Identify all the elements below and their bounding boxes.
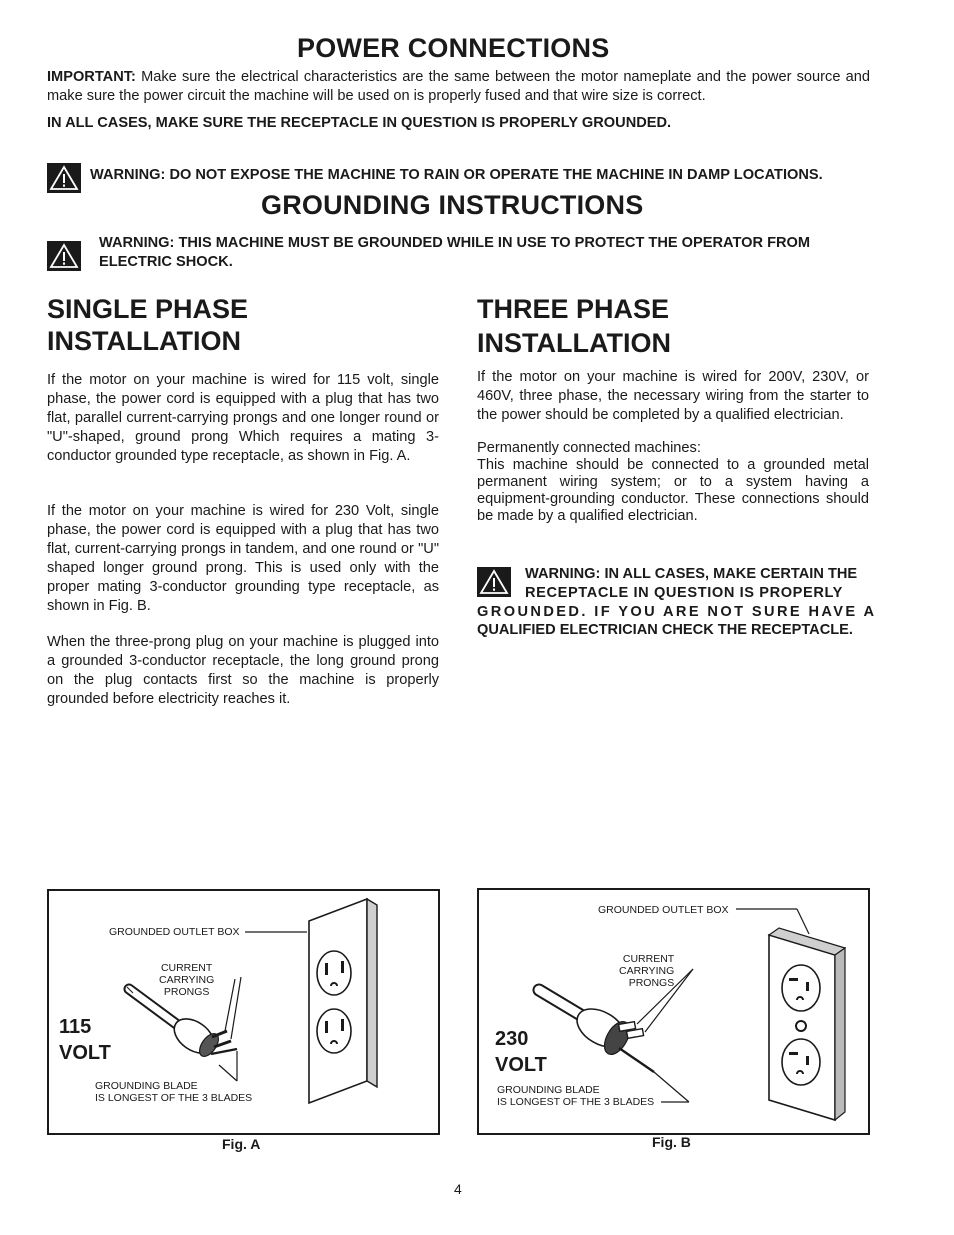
single-phase-para-3: When the three-prong plug on your machine is plugged into a grounded 3-conductor receptacle, the long ground prong on the plug contacts first so the machine is properly grounded before electricity reaches it. <box>47 634 439 707</box>
fig-b-caption: Fig. B <box>652 1134 691 1150</box>
three-phase-title <box>477 293 671 359</box>
fig-a-ground-label <box>95 1080 252 1104</box>
fig-a-current-label <box>159 962 214 998</box>
warning-rain <box>47 163 823 193</box>
important-label: IMPORTANT: <box>47 69 136 85</box>
fig-b-ground-label <box>497 1084 654 1108</box>
three-phase-title-line-2: INSTALLATION <box>477 328 671 358</box>
warning-rain-text: WARNING: DO NOT EXPOSE THE MACHINE TO RAIN OR OPERATE THE MACHINE IN DAMP LOCATIONS. <box>90 167 823 183</box>
fig-a-outlet-box-label: GROUNDED OUTLET BOX <box>109 926 240 938</box>
warning-grounded-line-2: ELECTRIC SHOCK. <box>99 254 233 270</box>
figure-b-box <box>477 888 870 1135</box>
fig-b-ground-line-1: GROUNDING BLADE <box>497 1084 600 1096</box>
page-number: 4 <box>454 1181 462 1197</box>
warning-three-phase-line-1: WARNING: IN ALL CASES, MAKE CERTAIN THE <box>525 566 858 582</box>
fig-b-outlet-box-label: GROUNDED OUTLET BOX <box>598 904 729 916</box>
warning-three-phase-line-2: RECEPTACLE IN QUESTION IS PROPERLY <box>525 585 843 601</box>
warning-grounded-line-1: WARNING: THIS MACHINE MUST BE GROUNDED WHILE IN USE TO PROTECT THE OPERATOR FROM <box>99 235 811 251</box>
warning-grounded <box>47 235 811 272</box>
three-phase-para-2-heading: Permanently connected machines: <box>477 440 701 456</box>
three-phase-para-2: This machine should be connected to a grounded metal permanent wiring system; or to a system having a equipment-grounding conductor. These connections should be made by a qualified electrician. <box>477 457 869 524</box>
fig-b-ground-line-2: IS LONGEST OF THE 3 BLADES <box>497 1096 655 1108</box>
fig-a-ground-line-2: IS LONGEST OF THE 3 BLADES <box>95 1092 253 1104</box>
three-phase-title-line-1: THREE PHASE <box>477 294 670 324</box>
three-phase-para-1: If the motor on your machine is wired for 200V, 230V, or 460V, three phase, the necessary wiring from the starter to the power should be completed by a qualified electrician. <box>477 369 869 423</box>
single-phase-title-line-2: INSTALLATION <box>47 326 241 356</box>
grounding-instructions-title: GROUNDING INSTRUCTIONS <box>261 190 644 220</box>
fig-a-current-line-2: CARRYING <box>159 974 215 986</box>
fig-a-volt-line-1: 115 <box>59 1016 92 1038</box>
warning-three-phase-line-3: GROUNDED. IF YOU ARE NOT SURE HAVE A <box>477 604 877 620</box>
fig-b-volt-line-1: 230 <box>495 1028 529 1050</box>
single-phase-title-line-1: SINGLE PHASE <box>47 294 249 324</box>
fig-b-current-line-1: CURRENT <box>622 953 675 965</box>
warning-triangle-icon <box>47 241 81 271</box>
fig-b-current-line-2: CARRYING <box>619 965 675 977</box>
important-paragraph <box>47 68 870 106</box>
fig-b-volt-label <box>495 1026 547 1078</box>
fig-a-volt-line-2: VOLT <box>59 1042 111 1064</box>
fig-b-current-line-3: PRONGS <box>628 977 675 989</box>
warning-grounded-text <box>99 234 810 272</box>
important-text: Make sure the electrical characteristics are the same between the motor nameplate and the power source and make sure the power circuit the machine will be used on is properly fused and that wire size is correct. <box>47 69 870 104</box>
warning-triangle-icon <box>47 163 81 193</box>
fig-a-ground-line-1: GROUNDING BLADE <box>95 1080 198 1092</box>
fig-a-current-line-1: CURRENT <box>160 962 213 974</box>
figure-a-box <box>47 889 440 1135</box>
single-phase-para-2: If the motor on your machine is wired for 230 Volt, single phase, the power cord is equipped with a plug that has two flat, current-carrying prongs in tandem, and one round or "U" shaped longer ground prong. This is used only with the proper mating 3-conductor grounding type receptacle, as shown in Fig. B. <box>47 503 439 614</box>
fig-a-current-line-3: PRONGS <box>163 986 210 998</box>
fig-a-caption: Fig. A <box>222 1136 261 1152</box>
fig-a-volt-label <box>59 1014 111 1066</box>
warning-triangle-icon <box>477 567 511 597</box>
grounded-note: IN ALL CASES, MAKE SURE THE RECEPTACLE IN QUESTION IS PROPERLY GROUNDED. <box>47 115 672 131</box>
fig-b-volt-line-2: VOLT <box>495 1054 547 1076</box>
fig-b-current-label <box>619 953 674 989</box>
single-phase-title <box>47 293 248 357</box>
power-connections-title: POWER CONNECTIONS <box>297 33 610 63</box>
warning-three-phase-line-4: QUALIFIED ELECTRICIAN CHECK THE RECEPTACLE. <box>477 622 853 638</box>
single-phase-para-1: If the motor on your machine is wired for 115 volt, single phase, the power cord is equipped with a plug that has two flat, parallel current-carrying prongs and one longer round or "U"-shaped, ground prong Which requires a mating 3-conductor grounded type receptacle, as shown in Fig. A. <box>47 372 439 464</box>
